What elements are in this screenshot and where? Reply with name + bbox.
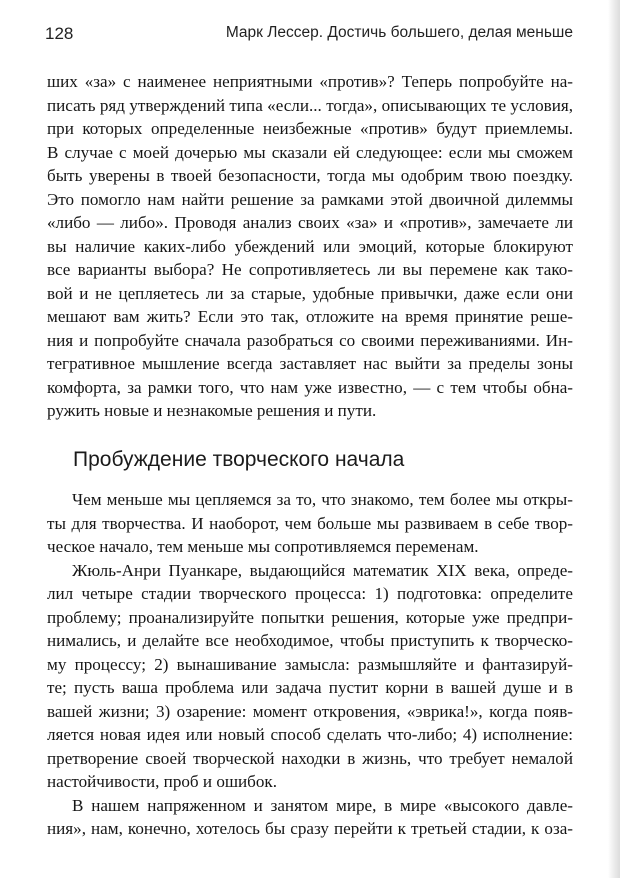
text-line: лил четыре стадии творческого процесса: 1) подготовка: определите: [47, 584, 573, 603]
body-text-section: [47, 488, 573, 841]
text-line: Чем меньше мы цепляемся за то, что знакомо, тем более мы откры-: [72, 490, 573, 509]
text-line: ляется новая идея или новый способ сделать что-либо; 4) исполнение:: [47, 725, 573, 744]
text-line: нимались, и делайте все необходимое, чтобы приступить к творческо-: [47, 631, 573, 650]
paragraph-continued: [47, 70, 573, 423]
text-line: те; пусть ваша проблема или задача пустит корни в вашей душе и в: [47, 678, 573, 697]
text-line: тегративное мышление всегда заставляет нас выйти за пределы зоны: [47, 354, 573, 373]
text-line: му процессу; 2) вынашивание замысла: размышляйте и фантазируй-: [47, 654, 573, 674]
text-line: комфорта, за рамки того, что нам уже известно, — с тем чтобы обна-: [47, 377, 573, 397]
text-line: вашей жизни; 3) озарение: момент откровения, «эврика!», когда появ-: [47, 701, 573, 721]
page-number: 128: [45, 24, 74, 43]
text-line: ружить новые и незнакомые решения и пути.: [47, 401, 377, 420]
paragraph: [47, 488, 573, 559]
text-line: претворение своей творческой находки в жизнь, что требует немалой: [47, 748, 573, 768]
text-line: ческое начало, тем меньше мы сопротивляемся переменам.: [47, 537, 479, 556]
text-line: Это помогло нам найти решение за рамками этой двоичной дилеммы: [47, 189, 573, 209]
text-line: «либо — либо». Проводя анализ своих «за» и «против», замечаете ли: [47, 213, 573, 232]
text-line: Жюль-Анри Пуанкаре, выдающийся математик XIX века, опреде-: [72, 560, 573, 580]
text-line: ших «за» с наименее неприятными «против»? Теперь попробуйте на-: [47, 72, 573, 91]
paragraph: [47, 794, 573, 841]
text-line: настойчивости, проб и ошибок.: [47, 772, 277, 791]
page-edge-shadow: [608, 0, 620, 878]
text-line: проблему; проанализируйте попытки решения, которые уже предпри-: [47, 607, 573, 627]
body-text-top: [47, 70, 573, 423]
paragraph: [47, 559, 573, 794]
text-line: писать ряд утверждений типа «если... тогда», описывающих те условия,: [47, 95, 573, 115]
text-line: В случае с моей дочерью мы сказали ей следующее: если мы сможем: [47, 142, 573, 162]
text-line: вы наличие каких-либо убеждений или эмоций, которые блокируют: [47, 236, 573, 256]
text-line: быть уверены в твоей безопасности, тогда мы одобрим твою поездку.: [47, 166, 573, 185]
text-line: ты для творчества. И наоборот, чем больше мы развиваем в себе твор-: [47, 513, 573, 533]
text-line: ния и попробуйте сначала разобраться со своими переживаниями. Ин-: [47, 330, 573, 350]
text-line: В нашем напряженном и занятом мире, в мире «высокого давле-: [72, 795, 573, 815]
page-header: [45, 24, 573, 50]
section-heading: Пробуждение творческого начала: [73, 448, 405, 471]
text-line: мешают вам жить? Если это так, отложите на время принятие реше-: [47, 307, 573, 326]
text-line: вой и не цепляетесь ли за старые, удобные привычки, даже если они: [47, 283, 573, 303]
text-line: все варианты выбора? Не сопротивляетесь ли вы перемене как тако-: [47, 260, 573, 279]
text-line: при которых определенные неизбежные «против» будут приемлемы.: [47, 119, 573, 138]
running-head: Марк Лессер. Достичь большего, делая меньше: [225, 24, 573, 41]
text-line: ния», нам, конечно, хотелось бы сразу перейти к третьей стадии, к оза-: [47, 819, 573, 838]
